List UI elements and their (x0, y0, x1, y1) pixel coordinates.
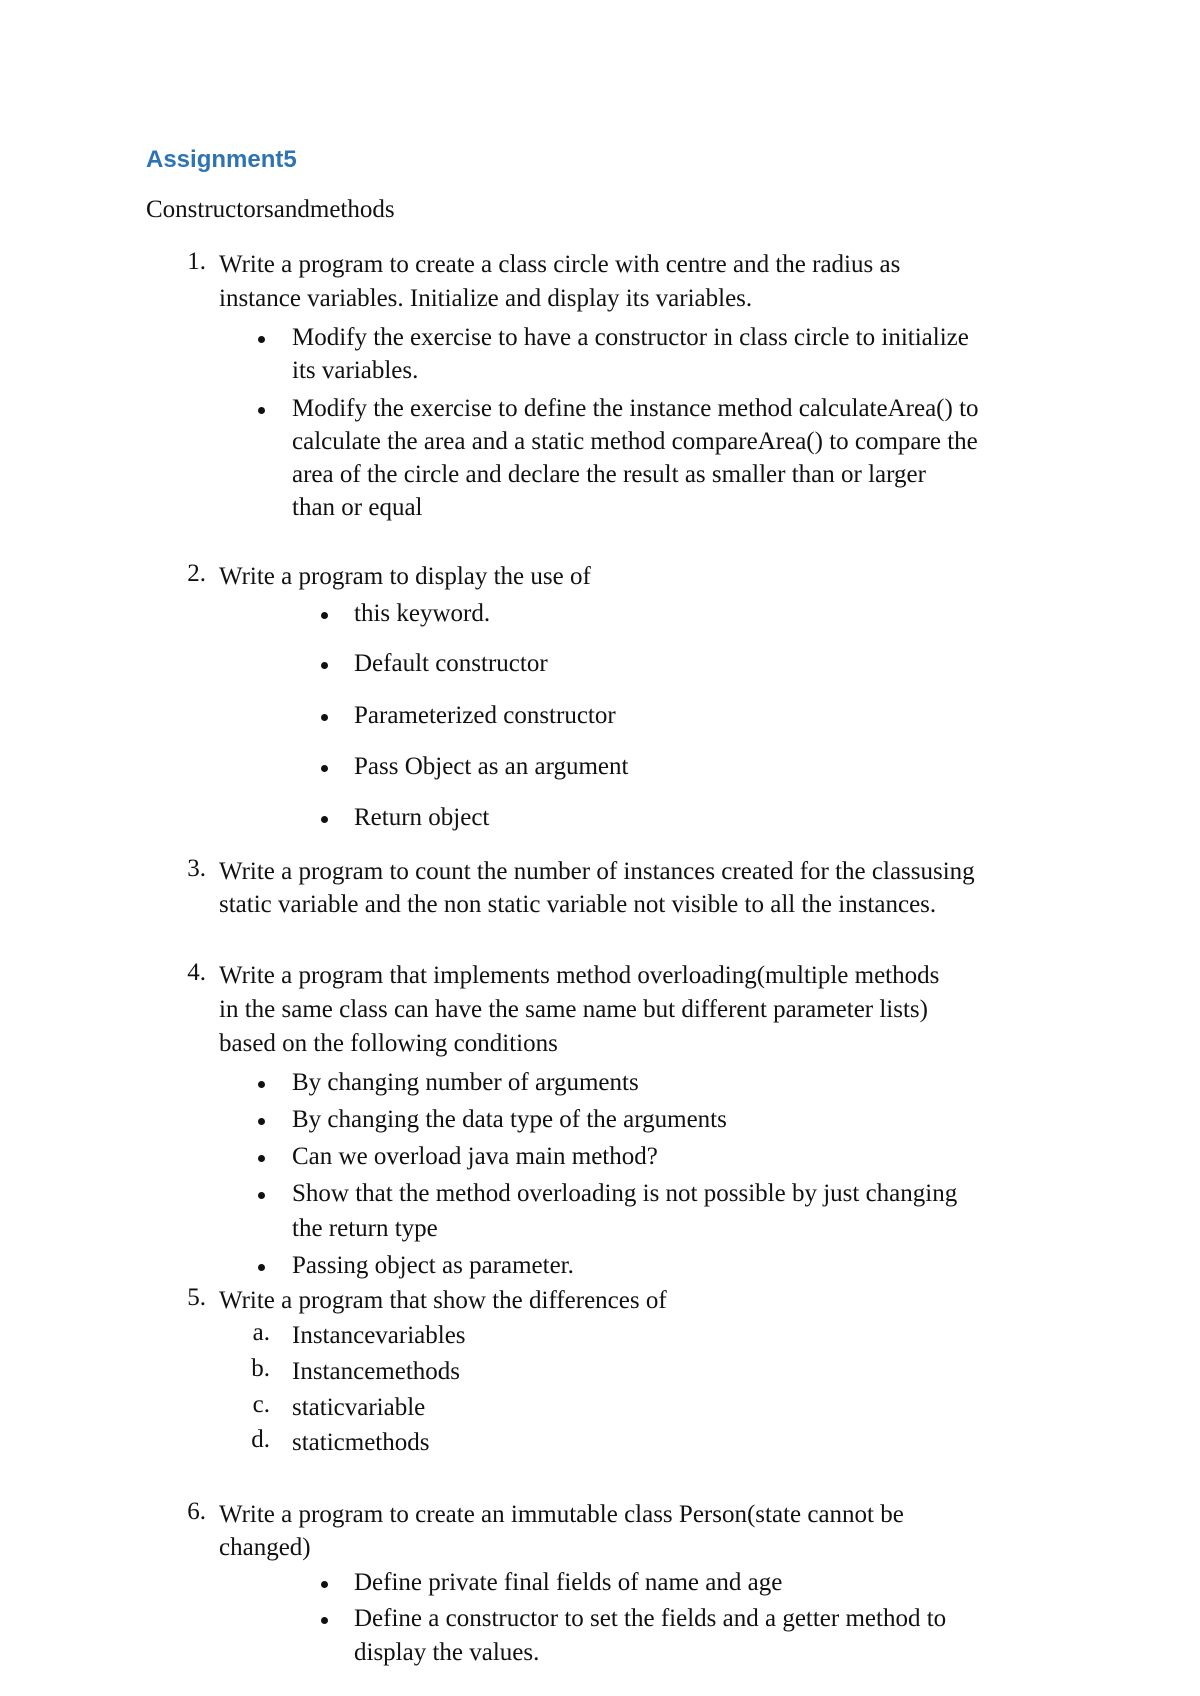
q1-number: 1. (187, 248, 206, 275)
q4-bullet-2: By changing the data type of the arguments (292, 1106, 727, 1133)
bullet-icon (258, 336, 265, 343)
bullet-icon (258, 1264, 265, 1271)
q5-item-a-label: a. (252, 1319, 270, 1346)
q2-bullet-1: this keyword. (354, 600, 491, 627)
bullet-icon (321, 662, 328, 669)
bullet-icon (321, 816, 328, 823)
bullet-icon (258, 407, 265, 414)
bullet-icon (258, 1081, 265, 1088)
q4-bullet-4-line-2: the return type (292, 1215, 438, 1242)
bullet-icon (321, 1617, 328, 1624)
bullet-icon (321, 1581, 328, 1588)
q2-bullet-3: Parameterized constructor (354, 702, 616, 729)
q4-bullet-5: Passing object as parameter. (292, 1252, 574, 1279)
q5-item-d-label: d. (251, 1426, 270, 1453)
q5-item-c-text: staticvariable (292, 1394, 426, 1421)
q4-line-3: based on the following conditions (219, 1030, 558, 1057)
subtitle: Constructorsandmethods (146, 196, 395, 223)
q5-item-d-text: staticmethods (292, 1429, 430, 1456)
q2-bullet-5: Return object (354, 804, 490, 831)
q5-item-b-label: b. (251, 1355, 270, 1382)
q4-bullet-4-line-1: Show that the method overloading is not possible by just changing (292, 1180, 958, 1207)
q4-bullet-1: By changing number of arguments (292, 1069, 639, 1096)
bullet-icon (321, 612, 328, 619)
q1-bullet-1-line-1: Modify the exercise to have a constructor in class circle to initialize (292, 324, 969, 351)
q6-number: 6. (187, 1498, 206, 1525)
q1-bullet-1-line-2: its variables. (292, 357, 419, 384)
bullet-icon (321, 765, 328, 772)
q6-bullet-2-line-1: Define a constructor to set the fields and a getter method to (354, 1605, 947, 1632)
q4-number: 4. (187, 959, 206, 986)
q1-bullet-2-line-3: area of the circle and declare the result as smaller than or larger (292, 461, 926, 488)
q1-line-1: Write a program to create a class circle with centre and the radius as (219, 251, 901, 278)
page-title: Assignment5 (146, 146, 297, 173)
bullet-icon (321, 714, 328, 721)
q5-line-1: Write a program that show the differences of (219, 1287, 667, 1314)
q2-bullet-4: Pass Object as an argument (354, 753, 629, 780)
q1-bullet-2-line-1: Modify the exercise to define the instance method calculateArea() to (292, 395, 979, 422)
q6-line-2: changed) (219, 1534, 311, 1561)
q5-item-c-label: c. (252, 1391, 270, 1418)
q6-bullet-2-line-2: display the values. (354, 1639, 540, 1666)
bullet-icon (258, 1192, 265, 1199)
bullet-icon (258, 1118, 265, 1125)
q1-bullet-2-line-2: calculate the area and a static method compareArea() to compare the (292, 428, 978, 455)
q6-line-1: Write a program to create an immutable class Person(state cannot be (219, 1501, 904, 1528)
q5-item-a-text: Instancevariables (292, 1322, 466, 1349)
q5-item-b-text: Instancemethods (292, 1358, 461, 1385)
q2-number: 2. (187, 560, 206, 587)
q5-number: 5. (187, 1284, 206, 1311)
q1-bullet-2-line-4: than or equal (292, 494, 423, 521)
bullet-icon (258, 1155, 265, 1162)
q1-line-2: instance variables. Initialize and display its variables. (219, 285, 753, 312)
q4-line-1: Write a program that implements method overloading(multiple methods (219, 962, 940, 989)
q3-number: 3. (187, 855, 206, 882)
q4-line-2: in the same class can have the same name but different parameter lists) (219, 996, 928, 1023)
q4-bullet-3: Can we overload java main method? (292, 1143, 658, 1170)
q3-line-2: static variable and the non static variable not visible to all the instances. (219, 891, 937, 918)
q2-line-1: Write a program to display the use of (219, 563, 591, 590)
q6-bullet-1: Define private final fields of name and age (354, 1569, 783, 1596)
q2-bullet-2: Default constructor (354, 650, 548, 677)
q3-line-1: Write a program to count the number of instances created for the classusing (219, 858, 975, 885)
